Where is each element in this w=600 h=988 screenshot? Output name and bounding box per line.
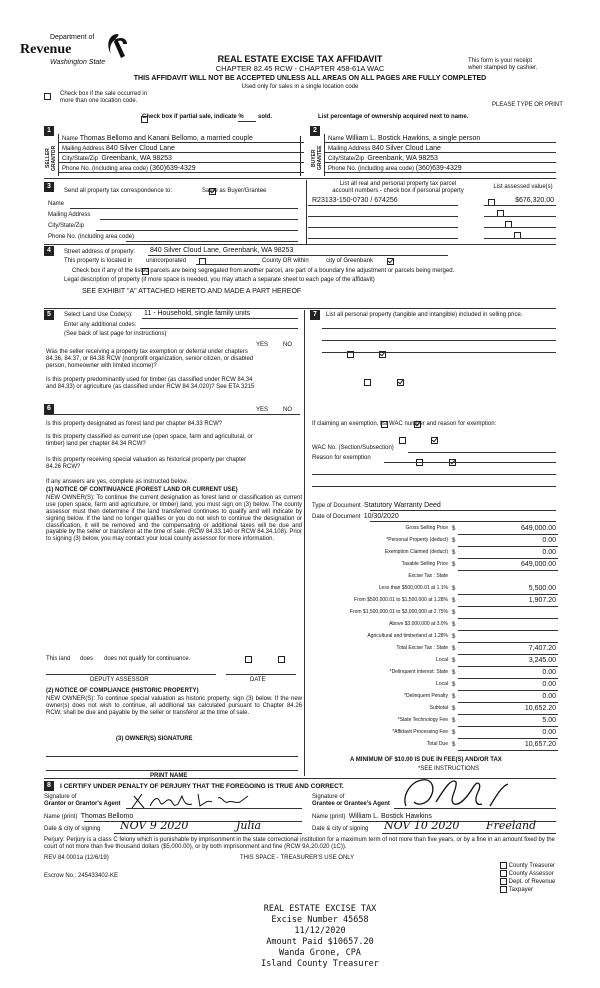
tax-row bbox=[312, 620, 558, 631]
tax-row bbox=[312, 692, 558, 703]
tax-row bbox=[312, 728, 558, 739]
notice-1-title: (1) NOTICE OF CONTINUANCE (FOREST LAND OR CURRENT USE) bbox=[46, 487, 238, 493]
buyer-phone-label: Phone No. (including area code) bbox=[328, 166, 415, 173]
receipt-note-2: when stamped by cashier. bbox=[468, 65, 538, 71]
seller-name-field[interactable]: Thomas Bellomo and Kanani Bellomo, a married couple bbox=[79, 134, 253, 142]
tax-row-label: From $1,500,000.01 to $3,000,000 at 2.75% bbox=[349, 609, 448, 615]
sec5-no-header: NO bbox=[283, 342, 292, 348]
tax-row-label: Subtotal bbox=[429, 705, 448, 711]
section-7-number: 7 bbox=[310, 310, 320, 320]
corr-phone-field[interactable] bbox=[126, 241, 298, 242]
tax-row-currency: $ bbox=[452, 730, 456, 736]
seller-phone-label: Phone No. (including area code) bbox=[62, 166, 149, 173]
deputy-date-label: DATE bbox=[250, 677, 266, 683]
tax-row bbox=[312, 716, 558, 727]
copy-taxpayer-label: Taxpayer bbox=[508, 886, 534, 893]
copy-treasurer-label: County Treasurer bbox=[508, 863, 556, 870]
doc-type-field[interactable]: Statutory Warranty Deed bbox=[364, 501, 441, 509]
grantor-sig-label-1: Signature of bbox=[44, 794, 77, 800]
grantor-date-field[interactable]: NOV 9 2020 bbox=[120, 819, 189, 832]
tax-row-label: *Personal Property (deduct) bbox=[386, 537, 448, 543]
tax-row-value[interactable]: 0.00 bbox=[542, 669, 556, 676]
tax-row-currency: $ bbox=[452, 670, 456, 676]
tax-row bbox=[312, 704, 558, 715]
treasurer-use-label: THIS SPACE - TREASURER'S USE ONLY bbox=[240, 855, 355, 861]
tax-row-label: *Affidavit Processing Fee bbox=[392, 729, 448, 735]
certify-statement: I CERTIFY UNDER PENALTY OF PERJURY THAT THE FOREGOING IS TRUE AND CORRECT. bbox=[60, 783, 344, 790]
copy-dor-checkbox[interactable] bbox=[500, 878, 507, 885]
additional-codes-label: Enter any additional codes: bbox=[64, 322, 137, 328]
sec6-yes-header: YES bbox=[256, 407, 269, 413]
tax-row-label: Excise Tax : State bbox=[408, 573, 448, 579]
tax-row-value[interactable]: 0.00 bbox=[542, 681, 556, 688]
tax-row-value[interactable]: 10,652.20 bbox=[524, 705, 556, 712]
land-qualify-label-b: does not qualify for continuance. bbox=[104, 656, 191, 662]
corr-city-field[interactable] bbox=[96, 230, 298, 231]
land-does-label: does bbox=[80, 656, 94, 662]
personal-property-line-2[interactable] bbox=[322, 340, 556, 341]
parcel-header-1: List all real and personal property tax parcel bbox=[339, 181, 457, 187]
buyer-side-label: BUYER GRANTEE bbox=[311, 145, 323, 171]
tax-row bbox=[312, 668, 558, 679]
escrow-number: Escrow No.: 245433402-KE bbox=[44, 873, 119, 879]
tax-row-label: Exemption Claimed (deduct) bbox=[384, 549, 448, 555]
tax-row-label: Local bbox=[436, 657, 448, 663]
doc-type-label: Type of Document bbox=[312, 503, 361, 510]
same-as-buyer-label: Same as Buyer/Grantee bbox=[202, 188, 267, 194]
tax-row-value[interactable]: 10,657.20 bbox=[524, 741, 556, 748]
seller-phone-field[interactable]: (360)639-4329 bbox=[149, 164, 196, 172]
treasurer-stamp bbox=[220, 904, 420, 970]
dor-swoosh-icon bbox=[105, 32, 129, 60]
stamp-line-4: Amount Paid $10657.20 bbox=[266, 937, 374, 947]
grantee-name-label: Name (print) bbox=[312, 814, 346, 821]
grantor-date-city-label: Date & city of signing bbox=[44, 826, 101, 832]
copy-distribution bbox=[500, 862, 555, 894]
tax-row bbox=[312, 656, 558, 667]
tax-row bbox=[312, 608, 558, 619]
buyer-phone-field[interactable]: (360)639-4329 bbox=[415, 164, 462, 172]
tax-row bbox=[312, 632, 558, 643]
tax-row-value[interactable]: 0.00 bbox=[542, 693, 556, 700]
doc-date-field[interactable]: 10/30/2020 bbox=[363, 512, 399, 520]
legal-description-field[interactable]: SEE EXHIBIT "A" ATTACHED HERETO AND MADE A PART HEREOF bbox=[82, 288, 302, 295]
tax-row-line bbox=[458, 726, 558, 727]
corr-mailing-label: Mailing Address bbox=[48, 212, 91, 218]
unincorporated-label: unincorporated bbox=[146, 258, 187, 264]
tax-row-value[interactable]: 0.00 bbox=[542, 537, 556, 544]
grantee-city-field[interactable]: Freeland bbox=[486, 819, 537, 832]
copy-dor-label: Dept. of Revenue bbox=[508, 879, 556, 886]
tax-row-currency: $ bbox=[452, 742, 456, 748]
revenue-label: Revenue bbox=[20, 42, 72, 57]
sec5-yes-header: YES bbox=[256, 342, 269, 348]
land-does-checkbox[interactable] bbox=[245, 656, 252, 663]
washington-state-label: Washington State bbox=[50, 59, 106, 66]
tax-row-value[interactable]: 1,907.20 bbox=[528, 597, 556, 604]
dept-of-label: Department of bbox=[50, 34, 95, 41]
tax-row-label: *Delinquent Interest: State bbox=[389, 669, 448, 675]
land-use-field[interactable]: 11 - Household, single family units bbox=[144, 310, 251, 317]
send-correspondence-label: Send all property tax correspondence to: bbox=[64, 188, 173, 194]
see-back-label: (See back of last page for instructions) bbox=[64, 331, 167, 337]
form-title: REAL ESTATE EXCISE TAX AFFIDAVIT bbox=[217, 54, 383, 64]
tax-row bbox=[312, 548, 558, 559]
tax-row-currency: $ bbox=[452, 622, 456, 628]
buyer-name-field[interactable]: William L. Bostick Hawkins, a single person bbox=[345, 134, 481, 142]
section-2-number: 2 bbox=[310, 126, 320, 136]
seller-address-label: Mailing Address bbox=[62, 146, 105, 153]
parcel-header-2: account numbers - check box if personal property bbox=[332, 188, 464, 194]
tax-row-label: Total Excise Tax : State bbox=[396, 645, 448, 651]
sec6-q2: Is this property classified as current use (open space, farm and agricultural, or timber) land per chapter 84.34 RCW? bbox=[46, 434, 253, 447]
copy-treasurer-checkbox[interactable] bbox=[500, 862, 507, 869]
seller-city-label: City/State/Zip bbox=[62, 156, 99, 163]
tax-row-line bbox=[458, 546, 558, 547]
tax-row-line bbox=[458, 630, 558, 631]
partial-sale-sold-label: sold. bbox=[258, 114, 273, 120]
stamp-line-2: Excise Number 45658 bbox=[271, 915, 369, 925]
within-city-checkbox[interactable] bbox=[387, 258, 394, 265]
corr-mailing-field[interactable] bbox=[100, 219, 298, 220]
tax-row-line bbox=[458, 606, 558, 607]
please-type-label: PLEASE TYPE OR PRINT bbox=[492, 102, 563, 108]
corr-city-label: City/State/Zip bbox=[48, 223, 85, 229]
tax-row-label: Gross Selling Price bbox=[405, 525, 448, 531]
buyer-name-label: Name bbox=[328, 136, 345, 143]
form-chapter: CHAPTER 82.45 RCW - CHAPTER 458-61A WAC bbox=[215, 64, 385, 73]
notice-2-body: NEW OWNER(S): To continue special valuation as historic property, sign (3) below. If the new owner(s) does not wish to continue, all additional tax calculated pursuant to Chapter 84.26 RCW, shall be due and payable by the seller or transferor at the time of sale. bbox=[46, 696, 302, 716]
tax-row-line bbox=[458, 558, 558, 559]
buyer-address-field[interactable]: 840 Silver Cloud Lane bbox=[372, 144, 441, 152]
tax-row-currency: $ bbox=[452, 718, 456, 724]
multi-location-checkbox[interactable] bbox=[44, 93, 51, 100]
copy-assessor-checkbox[interactable] bbox=[500, 870, 507, 877]
deputy-assessor-label: DEPUTY ASSESSOR bbox=[90, 677, 149, 683]
land-qualify-label-a: This land bbox=[46, 656, 71, 662]
section-3-number: 3 bbox=[44, 182, 54, 192]
tax-row-value[interactable]: 5.00 bbox=[542, 717, 556, 724]
tax-row-currency: $ bbox=[452, 658, 456, 664]
tax-row-label: Local bbox=[436, 681, 448, 687]
tax-row-line bbox=[458, 570, 558, 571]
tax-row-currency: $ bbox=[452, 562, 456, 568]
personal-property-label: List all personal property (tangible and intangible) included in selling price. bbox=[326, 312, 523, 318]
tax-row-label: Agricultural and timberland at 1.28% bbox=[367, 633, 448, 639]
tax-row-value[interactable]: 0.00 bbox=[542, 729, 556, 736]
tax-row-currency: $ bbox=[452, 538, 456, 544]
buyer-city-field[interactable]: Greenbank, WA 98253 bbox=[367, 154, 438, 162]
tax-row-value[interactable]: 3,245.00 bbox=[528, 657, 556, 664]
tax-row-label: From $500,000.01 to $1,500,000 at 1.28% bbox=[354, 597, 448, 603]
tax-row-currency: $ bbox=[452, 694, 456, 700]
form-warning: THIS AFFIDAVIT WILL NOT BE ACCEPTED UNLESS ALL AREAS ON ALL PAGES ARE FULLY COMPLETED bbox=[133, 75, 487, 82]
grantee-name-field[interactable]: William L. Bostick Hawkins bbox=[348, 812, 432, 820]
grantor-signature-icon bbox=[128, 790, 268, 812]
stamp-line-5: Wanda Grone, CPA bbox=[279, 948, 361, 958]
notice-1-body: NEW OWNER(S): To continue the current designation as forest land or classification as current use (open space, farm and agriculture, or timber) land, you must sign on (3) below. The county assessor must then determine if the land transferred continues to qualify and will indicate by signing below. If the land no longer qualifies or you do not wish to continue the designation or classification, it will be removed and the compensating or additional taxes will be due and payable by the seller or transferor at the time of sale. (RCW 84.33.140 or RCW 84.34.108). Prior to signing (3) below, you may contact your local county assessor for more information. bbox=[46, 495, 302, 543]
tax-row-label: *Delinquent Penalty bbox=[404, 693, 448, 699]
section-4-number: 4 bbox=[44, 246, 54, 256]
tax-row-line bbox=[458, 618, 558, 619]
tax-row-currency: $ bbox=[452, 598, 456, 604]
tax-row-currency: $ bbox=[452, 526, 456, 532]
additional-codes-field[interactable] bbox=[140, 328, 298, 329]
owner-signature-line[interactable] bbox=[46, 756, 298, 757]
seller-name-label: Name bbox=[62, 136, 79, 143]
grantee-signature-icon bbox=[396, 776, 546, 812]
legal-description-label: Legal description of property (if more space is needed, you may attach a separate sheet to each page of the affidavit) bbox=[64, 277, 375, 283]
county-or-label: County OR within bbox=[262, 258, 309, 264]
buyer-address-label: Mailing Address bbox=[328, 146, 371, 153]
tax-row-value[interactable]: 0.00 bbox=[542, 549, 556, 556]
tax-row-label: Total Due bbox=[426, 741, 448, 747]
used-only-note: Used only for sales in a single location code bbox=[241, 84, 359, 90]
dor-logo bbox=[20, 32, 130, 72]
section-5-number: 5 bbox=[44, 310, 54, 320]
tax-row-label: Above $3,000,000 at 3.0% bbox=[389, 621, 448, 627]
section-6-number: 6 bbox=[44, 404, 54, 414]
corr-name-label: Name bbox=[48, 201, 65, 207]
tax-row-value[interactable]: 7,407.20 bbox=[528, 645, 556, 652]
wac-field[interactable] bbox=[408, 452, 556, 453]
sec6-q1: Is this property designated as forest land per chapter 84.33 RCW? bbox=[46, 421, 223, 427]
owner-signature-label: (3) OWNER(S) SIGNATURE bbox=[116, 736, 193, 742]
grantee-date-field[interactable]: NOV 10 2020 bbox=[384, 819, 460, 832]
tax-row bbox=[312, 740, 558, 751]
reason-field[interactable] bbox=[384, 462, 556, 463]
tax-row-value[interactable]: 5,500.00 bbox=[528, 585, 556, 592]
grantor-city-field[interactable]: Julia bbox=[236, 819, 262, 832]
partial-sale-label: Check box if partial sale, indicate % bbox=[142, 114, 244, 120]
stamp-line-6: Island County Treasurer bbox=[261, 959, 379, 969]
tax-row bbox=[312, 584, 558, 595]
sec6-if-yes: If any answers are yes, complete as instructed below. bbox=[46, 479, 189, 485]
copy-taxpayer-checkbox[interactable] bbox=[500, 886, 507, 893]
tax-row bbox=[312, 644, 558, 655]
street-address-label: Street address of property: bbox=[64, 249, 136, 255]
reason-label: Reason for exemption bbox=[312, 455, 371, 461]
ownership-pct-note: List percentage of ownership acquired next to name. bbox=[318, 114, 469, 120]
section-1-number: 1 bbox=[44, 126, 54, 136]
segregated-label: Check box if any of the listed parcels are being segregated from another parcel, are part of a boundary line adjustment or parcels being merged. bbox=[72, 268, 455, 274]
tax-row-line bbox=[458, 690, 558, 691]
tax-row bbox=[312, 524, 558, 535]
tax-row-label: Less than $500,000.01 at 1.1% bbox=[378, 585, 448, 591]
minimum-fee-note: A MINIMUM OF $10.00 IS DUE IN FEE(S) AND/OR TAX bbox=[350, 757, 502, 763]
grantor-sig-label-2: Grantor or Grantor's Agent bbox=[44, 801, 121, 807]
tax-row-line bbox=[458, 738, 558, 739]
sec6-q2-no-checkbox[interactable] bbox=[431, 437, 438, 444]
tax-row-line bbox=[458, 714, 558, 715]
notice-2-title: (2) NOTICE OF COMPLIANCE (HISTORIC PROPERTY) bbox=[46, 688, 199, 694]
grantor-name-field[interactable]: Thomas Bellomo bbox=[80, 812, 134, 820]
doc-date-label: Date of Document bbox=[312, 514, 361, 521]
partial-sale-pct-field[interactable] bbox=[238, 114, 256, 122]
grantee-date-city-label: Date & city of signing bbox=[312, 826, 369, 832]
parcel-number-field[interactable]: R23133-150-0730 / 674256 bbox=[312, 197, 398, 204]
county-field[interactable] bbox=[196, 264, 260, 265]
corr-phone-label: Phone No. (including area code) bbox=[48, 234, 135, 240]
print-name-label: PRINT NAME bbox=[150, 773, 188, 779]
land-use-label: Select Land Use Code(s): bbox=[64, 312, 133, 318]
sec5-q1: Was the seller receiving a property tax exemption or deferral under chapters 84.36, 84.37, or 84.38 RCW (nonprofit organization, senior citizen, or disabled person, homeowner with limited income)? bbox=[46, 349, 254, 369]
section-8-number: 8 bbox=[44, 781, 54, 791]
located-in-label: This property is located in bbox=[64, 258, 133, 264]
deputy-date-line[interactable] bbox=[226, 674, 296, 675]
multi-location-label-1: Check box if the sale occurred in bbox=[60, 91, 148, 97]
tax-row-line bbox=[458, 642, 558, 643]
tax-row-line bbox=[458, 678, 558, 679]
seller-address-field[interactable]: 840 Silver Cloud Lane bbox=[106, 144, 175, 152]
tax-row bbox=[312, 680, 558, 691]
tax-row-value[interactable]: 649,000.00 bbox=[520, 525, 556, 532]
personal-property-line-3[interactable] bbox=[322, 352, 556, 353]
seller-side-label: SELLER GRANTOR bbox=[45, 145, 57, 171]
tax-row-value[interactable]: 649,000.00 bbox=[520, 561, 556, 568]
perjury-statement: Perjury: Perjury is a class C felony which is punishable by imprisonment in the state correctional institution for a maximum term of not more than five years, or by a fine in an amount fixed by the court of not more than five thousand dollars ($5,000.00), or by both imprisonment and fine (RCW 9A.20.020 (1C)). bbox=[44, 837, 555, 850]
tax-row-line bbox=[458, 534, 558, 535]
tax-row-line bbox=[458, 666, 558, 667]
receipt-note-1: This form is your receipt bbox=[468, 58, 533, 64]
personal-property-line-1[interactable] bbox=[322, 328, 556, 329]
tax-row-line bbox=[458, 750, 558, 751]
sec6-no-header: NO bbox=[283, 407, 292, 413]
sec5-q2-yes-checkbox[interactable] bbox=[364, 379, 371, 386]
grantee-sig-label-2: Grantee or Grantee's Agent bbox=[312, 801, 390, 807]
tax-row-label: *State Technology Fee bbox=[397, 717, 448, 723]
tax-row-line bbox=[458, 702, 558, 703]
sec5-q2: Is this property predominantly used for timber (as classified under RCW 84.34 and 84.33) or agriculture (as classified under RCW 84.34.020)? See ETA 3215 bbox=[46, 377, 255, 390]
stamp-line-1: REAL ESTATE EXCISE TAX bbox=[263, 904, 377, 914]
sec6-q2-yes-checkbox[interactable] bbox=[399, 437, 406, 444]
deputy-assessor-line[interactable] bbox=[46, 674, 216, 675]
tax-row-currency: $ bbox=[452, 634, 456, 640]
seller-city-field[interactable]: Greenbank, WA 98253 bbox=[101, 154, 172, 162]
tax-row-line bbox=[458, 654, 558, 655]
wac-label: WAC No. (Section/Subsection) bbox=[312, 445, 394, 451]
see-instructions-note: *SEE INSTRUCTIONS bbox=[418, 766, 480, 772]
tax-row-currency: $ bbox=[452, 586, 456, 592]
street-address-field[interactable]: 840 Silver Cloud Lane, Greenbank, WA 98253 bbox=[150, 247, 294, 254]
tax-row bbox=[312, 536, 558, 547]
sec6-q3: Is this property receiving special valuation as historical property per chapter 84.26 RCW? bbox=[46, 457, 247, 470]
grantor-name-label: Name (print) bbox=[44, 814, 78, 821]
tax-row-currency: $ bbox=[452, 610, 456, 616]
tax-row-label: Taxable Selling Price bbox=[401, 561, 448, 567]
tax-row-line bbox=[458, 594, 558, 595]
corr-name-field[interactable] bbox=[70, 208, 298, 209]
multi-location-label-2: more than one location code. bbox=[60, 98, 138, 104]
buyer-city-label: City/State/Zip bbox=[328, 156, 365, 163]
tax-row-currency: $ bbox=[452, 682, 456, 688]
land-does-not-checkbox[interactable] bbox=[278, 656, 285, 663]
tax-row bbox=[312, 560, 558, 571]
tax-row bbox=[312, 596, 558, 607]
tax-row-currency: $ bbox=[452, 550, 456, 556]
tax-row-currency: $ bbox=[452, 646, 456, 652]
assessed-value-field[interactable]: $676,320.00 bbox=[515, 197, 554, 204]
rev-number: REV 84 0001a (12/6/19) bbox=[44, 855, 109, 861]
sec5-q2-no-checkbox[interactable] bbox=[397, 379, 404, 386]
tax-row-currency: $ bbox=[452, 706, 456, 712]
tax-row bbox=[312, 572, 558, 583]
print-name-line[interactable] bbox=[46, 770, 298, 771]
grantee-sig-label-1: Signature of bbox=[312, 794, 345, 800]
copy-assessor-label: County Assessor bbox=[508, 871, 554, 878]
city-of-label: city of Greenbank bbox=[326, 258, 374, 264]
stamp-line-3: 11/12/2020 bbox=[294, 926, 346, 936]
assessed-header: List assessed value(s) bbox=[493, 184, 553, 190]
exemption-label: If claiming an exemption, list WAC number and reason for exemption: bbox=[312, 421, 497, 427]
